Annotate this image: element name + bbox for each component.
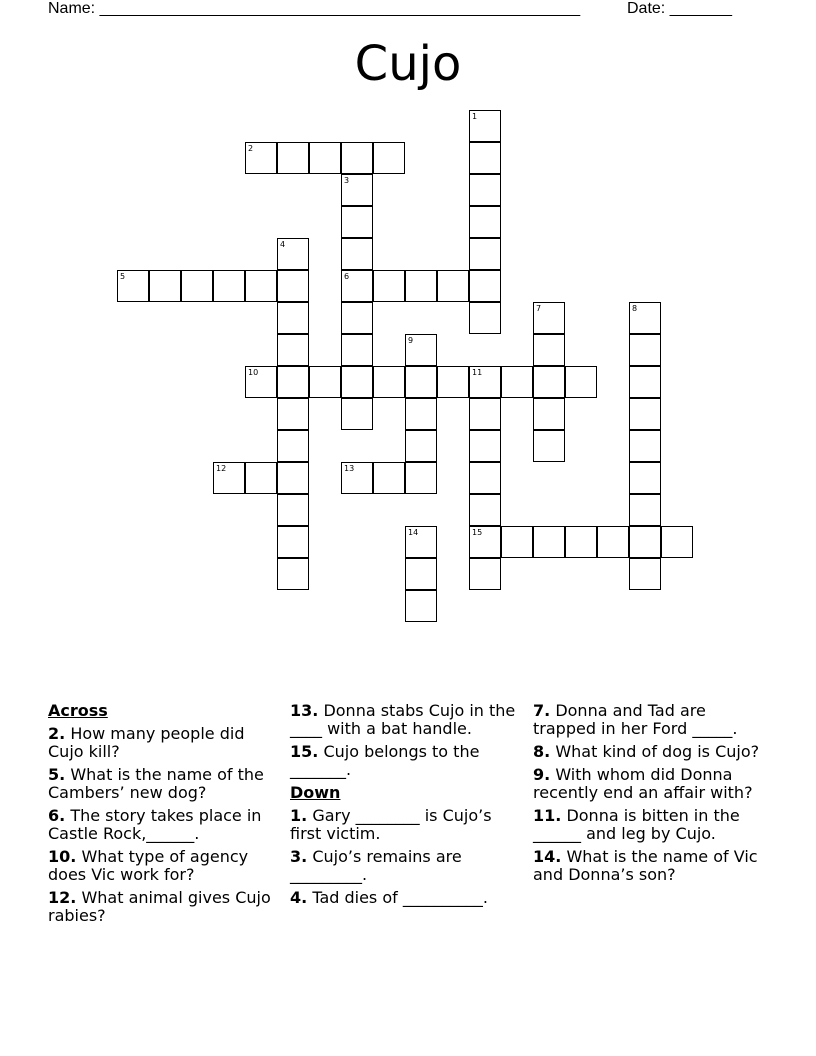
crossword-cell[interactable] [533, 366, 565, 398]
crossword-cell[interactable] [405, 462, 437, 494]
crossword-cell[interactable] [373, 462, 405, 494]
clue-number: 14 [408, 528, 419, 537]
crossword-cell[interactable] [341, 174, 373, 206]
crossword-cell[interactable] [469, 110, 501, 142]
down-clue: 11. Donna is bitten in the ______ and leg by Cujo. [533, 806, 740, 843]
across-clue: 13. Donna stabs Cujo in the ____ with a bat handle. [290, 701, 516, 738]
crossword-cell[interactable] [597, 526, 629, 558]
clue-number: 7 [536, 304, 542, 313]
crossword-cell[interactable] [341, 270, 373, 302]
down-clue: 4. Tad dies of __________. [290, 888, 488, 907]
down-heading: Down [290, 783, 341, 802]
clue-number: 6 [344, 272, 350, 281]
clue-number: 2 [248, 144, 254, 153]
crossword-cell[interactable] [629, 462, 661, 494]
clue-column-1 [48, 702, 278, 930]
crossword-cell[interactable] [245, 462, 277, 494]
crossword-cell[interactable] [469, 206, 501, 238]
crossword-cell[interactable] [469, 526, 501, 558]
clue-number: 12 [216, 464, 227, 473]
crossword-cell[interactable] [341, 398, 373, 430]
across-clue: 10. What type of agency does Vic work for? [48, 847, 249, 884]
crossword-cell[interactable] [373, 142, 405, 174]
crossword-cell[interactable] [469, 462, 501, 494]
crossword-cell[interactable] [341, 366, 373, 398]
clue-column-2 [290, 702, 520, 912]
crossword-cell[interactable] [341, 142, 373, 174]
clue-number: 11 [472, 368, 483, 377]
crossword-cell[interactable] [437, 366, 469, 398]
crossword-cell[interactable] [533, 334, 565, 366]
crossword-cell[interactable] [533, 526, 565, 558]
crossword-cell[interactable] [501, 526, 533, 558]
crossword-cell[interactable] [469, 238, 501, 270]
crossword-cell[interactable] [629, 494, 661, 526]
crossword-cell[interactable] [181, 270, 213, 302]
crossword-cell[interactable] [469, 142, 501, 174]
across-clue: 6. The story takes place in Castle Rock,______. [48, 806, 262, 843]
clue-number: 15 [472, 528, 483, 537]
crossword-cell[interactable] [501, 366, 533, 398]
crossword-cell[interactable] [469, 398, 501, 430]
crossword-cell[interactable] [373, 270, 405, 302]
name-field-label: Name: ______________________________________________________ [48, 0, 581, 17]
crossword-cell[interactable] [437, 270, 469, 302]
clue-number: 13 [344, 464, 355, 473]
crossword-cell[interactable] [277, 334, 309, 366]
down-clue: 3. Cujo’s remains are _________. [290, 847, 462, 884]
crossword-cell[interactable] [629, 366, 661, 398]
crossword-cell[interactable] [469, 366, 501, 398]
clue-number: 5 [120, 272, 126, 281]
clue-number: 8 [632, 304, 638, 313]
crossword-cell[interactable] [405, 558, 437, 590]
down-clue: 14. What is the name of Vic and Donna’s son? [533, 847, 758, 884]
clue-number: 3 [344, 176, 350, 185]
down-clue: 9. With whom did Donna recently end an affair with? [533, 765, 753, 802]
down-clue: 7. Donna and Tad are trapped in her Ford _____. [533, 701, 738, 738]
crossword-cell[interactable] [469, 558, 501, 590]
crossword-cell[interactable] [277, 558, 309, 590]
crossword-cell[interactable] [469, 302, 501, 334]
crossword-cell[interactable] [469, 270, 501, 302]
crossword-cell[interactable] [405, 526, 437, 558]
crossword-cell[interactable] [341, 334, 373, 366]
crossword-cell[interactable] [245, 270, 277, 302]
across-heading: Across [48, 701, 108, 720]
crossword-cell[interactable] [533, 430, 565, 462]
crossword-cell[interactable] [277, 494, 309, 526]
down-clue: 1. Gary ________ is Cujo’s first victim. [290, 806, 492, 843]
crossword-cell[interactable] [277, 430, 309, 462]
crossword-cell[interactable] [277, 526, 309, 558]
crossword-cell[interactable] [629, 334, 661, 366]
crossword-cell[interactable] [373, 366, 405, 398]
crossword-cell[interactable] [661, 526, 693, 558]
crossword-cell[interactable] [341, 462, 373, 494]
clue-number: 4 [280, 240, 286, 249]
crossword-cell[interactable] [341, 206, 373, 238]
crossword-cell[interactable] [469, 174, 501, 206]
clue-number: 10 [248, 368, 259, 377]
across-clue: 15. Cujo belongs to the _______. [290, 742, 480, 779]
crossword-cell[interactable] [405, 430, 437, 462]
clue-number: 1 [472, 112, 478, 121]
crossword-cell[interactable] [469, 430, 501, 462]
crossword-cell[interactable] [277, 270, 309, 302]
across-clue: 5. What is the name of the Cambers’ new dog? [48, 765, 264, 802]
crossword-cell[interactable] [405, 270, 437, 302]
crossword-cell[interactable] [629, 398, 661, 430]
crossword-cell[interactable] [341, 302, 373, 334]
date-field-label: Date: _______ [627, 0, 732, 17]
crossword-cell[interactable] [533, 398, 565, 430]
page-title: Cujo [354, 36, 462, 92]
crossword-cell[interactable] [565, 526, 597, 558]
crossword-cell[interactable] [533, 302, 565, 334]
crossword-cell[interactable] [629, 526, 661, 558]
crossword-cell[interactable] [309, 366, 341, 398]
crossword-cell[interactable] [277, 398, 309, 430]
crossword-cell[interactable] [309, 142, 341, 174]
across-clue: 2. How many people did Cujo kill? [48, 724, 245, 761]
crossword-cell[interactable] [469, 494, 501, 526]
clue-column-3 [533, 702, 763, 889]
crossword-cell[interactable] [629, 558, 661, 590]
crossword-cell[interactable] [277, 302, 309, 334]
crossword-cell[interactable] [277, 366, 309, 398]
crossword-cell[interactable] [405, 590, 437, 622]
crossword-cell[interactable] [245, 366, 277, 398]
crossword-cell[interactable] [277, 142, 309, 174]
crossword-cell[interactable] [629, 302, 661, 334]
crossword-cell[interactable] [149, 270, 181, 302]
crossword-cell[interactable] [277, 238, 309, 270]
down-clue: 8. What kind of dog is Cujo? [533, 742, 760, 761]
crossword-cell[interactable] [277, 462, 309, 494]
crossword-cell[interactable] [405, 334, 437, 366]
crossword-cell[interactable] [405, 366, 437, 398]
across-clue: 12. What animal gives Cujo rabies? [48, 888, 271, 925]
crossword-cell[interactable] [117, 270, 149, 302]
crossword-cell[interactable] [629, 430, 661, 462]
crossword-cell[interactable] [341, 238, 373, 270]
crossword-cell[interactable] [213, 270, 245, 302]
clue-number: 9 [408, 336, 414, 345]
crossword-cell[interactable] [405, 398, 437, 430]
crossword-cell[interactable] [565, 366, 597, 398]
crossword-cell[interactable] [245, 142, 277, 174]
crossword-cell[interactable] [213, 462, 245, 494]
